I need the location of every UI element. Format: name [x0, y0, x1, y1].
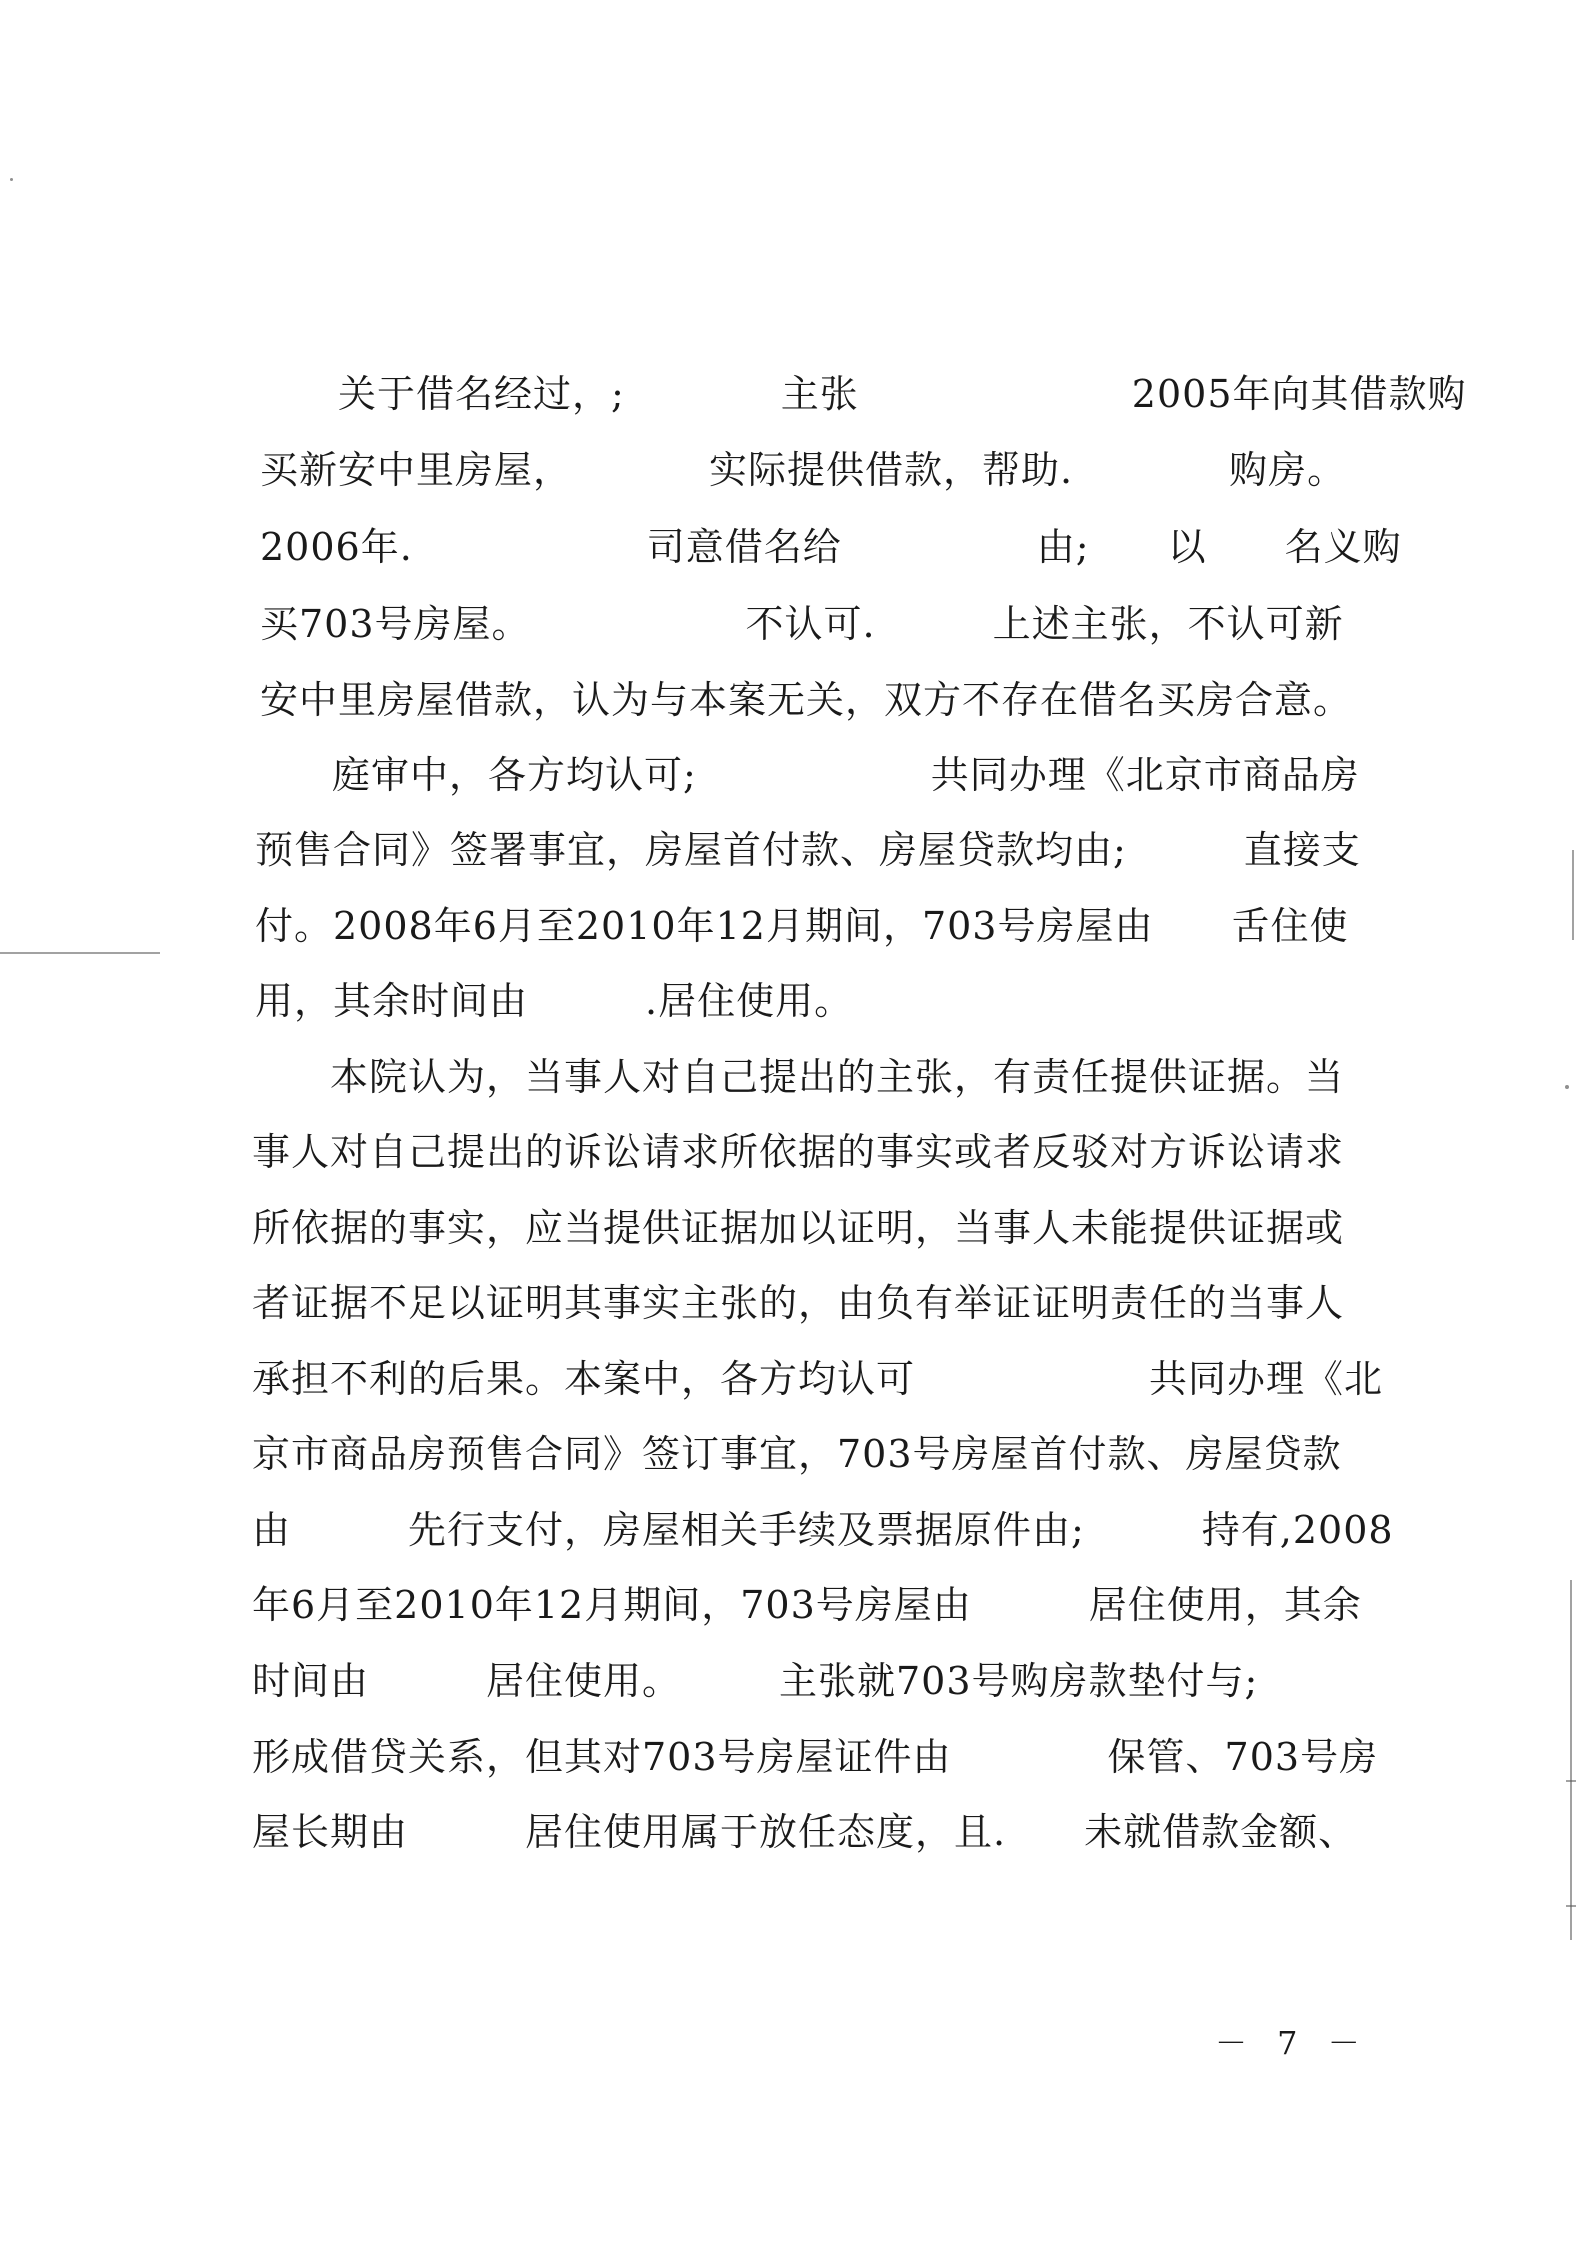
text-line: 庭审中，各方均认可; 共同办理《北京市商品房 [332, 753, 1360, 797]
text-line: 2006年. 司意借名给 由; 以 名义购 [260, 525, 1402, 569]
text-line: 付。2008年6月至2010年12月期间，703号房屋由 舌住使 [255, 904, 1349, 948]
text-line: 者证据不足以证明其事实主张的，由负有举证证明责任的当事人 [252, 1281, 1345, 1325]
scan-artifact-dot [1565, 1085, 1569, 1089]
scan-artifact-right-edge [1566, 1780, 1576, 1782]
text-line: 时间由 居住使用。 主张就703号购房款垫付与; [252, 1659, 1259, 1703]
text-line: 安中里房屋借款，认为与本案无关，双方不存在借名买房合意。 [260, 678, 1353, 722]
scan-artifact-dot [10, 178, 13, 181]
scan-artifact-right-edge [1572, 850, 1574, 940]
text-line: 用，其余时间由 .居住使用。 [255, 979, 854, 1023]
text-line: 事人对自己提出的诉讼请求所依据的事实或者反驳对方诉讼请求 [252, 1130, 1345, 1174]
page-number: － 7 － [1215, 2024, 1370, 2062]
text-line: 屋长期由 居住使用属于放任态度，且. 未就借款金额、 [252, 1810, 1358, 1854]
text-line: 承担不利的后果。本案中，各方均认可 共同办理《北 [252, 1357, 1384, 1401]
text-line: 形成借贷关系，但其对703号房屋证件由 保管、703号房 [252, 1735, 1379, 1779]
text-line: 京市商品房预售合同》签订事宜，703号房屋首付款、房屋贷款 [252, 1432, 1342, 1476]
text-line: 买新安中里房屋， 实际提供借款，帮助. 购房。 [260, 448, 1347, 492]
scan-artifact-dashes [0, 952, 160, 954]
text-line: 预售合同》签署事宜，房屋首付款、房屋贷款均由; 直接支 [255, 828, 1361, 872]
text-line: 所依据的事实，应当提供证据加以证明，当事人未能提供证据或 [252, 1206, 1345, 1250]
text-line: 买703号房屋。 不认可. 上述主张，不认可新 [260, 602, 1344, 646]
scan-artifact-right-edge [1570, 1580, 1572, 1940]
text-line: 由 先行支付，房屋相关手续及票据原件由; 持有,2008 [252, 1508, 1394, 1552]
scan-artifact-right-edge [1566, 1905, 1576, 1907]
text-line: 关于借名经过，; 主张 2005年向其借款购 [338, 372, 1467, 416]
text-line: 本院认为，当事人对自己提出的主张，有责任提供证据。当 [330, 1055, 1345, 1099]
text-line: 年6月至2010年12月期间，703号房屋由 居住使用，其余 [252, 1583, 1362, 1627]
